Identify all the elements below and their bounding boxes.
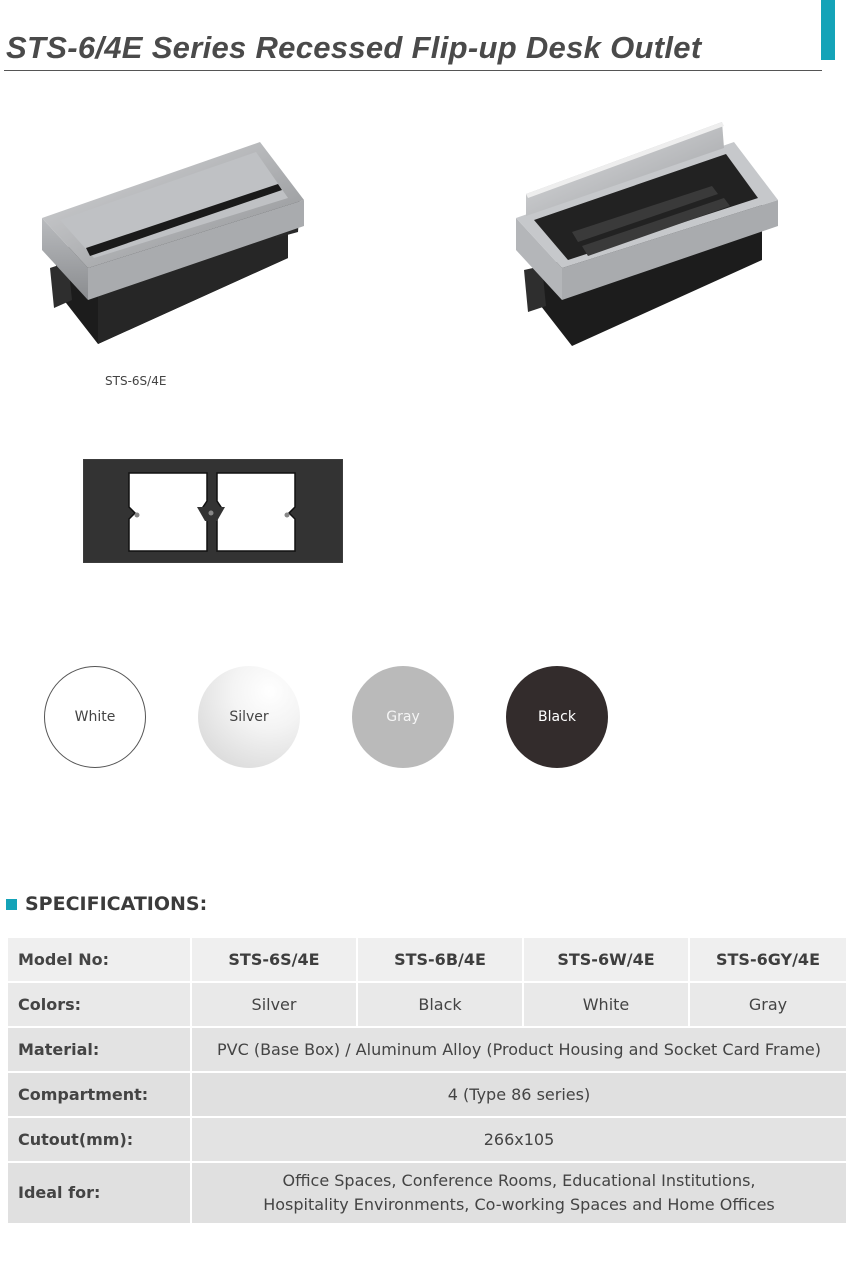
product-caption: STS-6S/4E <box>105 374 167 388</box>
row-label-compartment: Compartment: <box>8 1073 190 1116</box>
compartment-cell: 4 (Type 86 series) <box>192 1073 846 1116</box>
model-cell: STS-6W/4E <box>524 938 688 981</box>
table-row-material <box>8 1028 846 1071</box>
socket-frame-image <box>83 459 343 563</box>
color-cell: Black <box>358 983 522 1026</box>
swatch-silver <box>198 666 300 768</box>
table-row-ideal-for <box>8 1163 846 1223</box>
product-closed-image <box>38 140 308 350</box>
table-row-model <box>8 938 846 981</box>
ideal-for-line: Hospitality Environments, Co-working Spaces and Home Offices <box>263 1195 775 1214</box>
accent-bar <box>821 0 835 60</box>
row-label-model: Model No: <box>8 938 190 981</box>
title-divider <box>4 70 822 71</box>
model-cell: STS-6S/4E <box>192 938 356 981</box>
table-row-compartment <box>8 1073 846 1116</box>
swatch-gray <box>352 666 454 768</box>
color-cell: Silver <box>192 983 356 1026</box>
material-cell: PVC (Base Box) / Aluminum Alloy (Product Housing and Socket Card Frame) <box>192 1028 846 1071</box>
table-row-cutout <box>8 1118 846 1161</box>
color-cell: White <box>524 983 688 1026</box>
product-open-image <box>512 120 782 350</box>
square-bullet-icon <box>6 899 17 910</box>
swatch-black <box>506 666 608 768</box>
model-cell: STS-6B/4E <box>358 938 522 981</box>
row-label-colors: Colors: <box>8 983 190 1026</box>
row-label-cutout: Cutout(mm): <box>8 1118 190 1161</box>
cutout-cell: 266x105 <box>192 1118 846 1161</box>
color-cell: Gray <box>690 983 846 1026</box>
row-label-ideal-for: Ideal for: <box>8 1163 190 1223</box>
row-label-material: Material: <box>8 1028 190 1071</box>
swatch-label-black: Black <box>538 709 576 725</box>
swatch-white <box>44 666 146 768</box>
ideal-for-line: Office Spaces, Conference Rooms, Educational Institutions, <box>282 1171 756 1190</box>
ideal-for-cell <box>192 1163 846 1223</box>
swatch-label-gray: Gray <box>386 709 420 725</box>
page-title: STS-6/4E Series Recessed Flip-up Desk Outlet <box>6 30 702 65</box>
specifications-table <box>6 936 848 1225</box>
swatch-label-silver: Silver <box>229 709 269 725</box>
table-row-colors <box>8 983 846 1026</box>
model-cell: STS-6GY/4E <box>690 938 846 981</box>
specifications-heading <box>6 893 207 915</box>
specifications-heading-text: SPECIFICATIONS: <box>25 893 208 915</box>
swatch-label-white: White <box>74 709 116 725</box>
